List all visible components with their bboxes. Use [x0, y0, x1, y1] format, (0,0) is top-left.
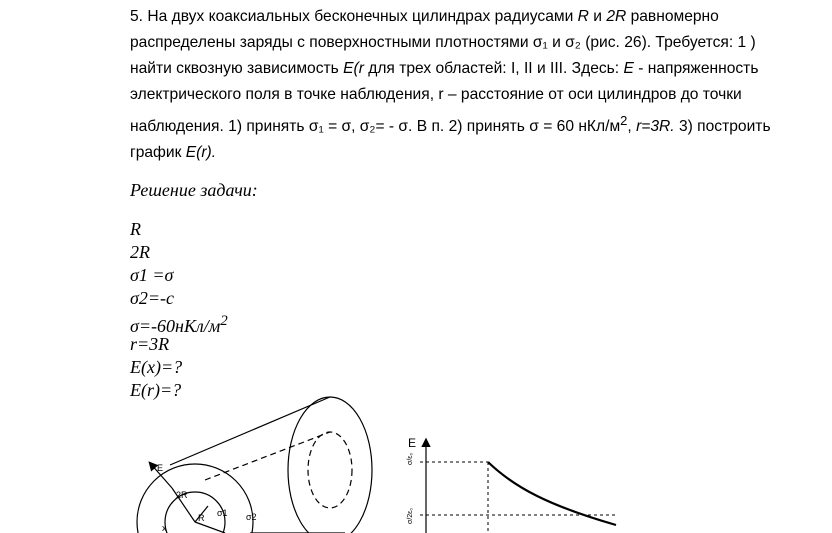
given-item: 2R: [130, 242, 150, 262]
label-x: x: [162, 523, 167, 533]
problem-text-2: равномерно распределены заряды с поверхностными плотностями σ₁ и σ₂ (рис. 26). Требуется: 1 ) найти сквозную зависимость: [130, 8, 756, 77]
given-item: E(r)=?: [130, 380, 182, 400]
tick-label-top: σ/ε₀: [407, 452, 414, 465]
tick-label-bottom: σ/2ε₀: [407, 507, 414, 524]
inner-cylinder-front: [165, 492, 225, 533]
radius-2r: 2R: [606, 8, 627, 25]
outer-cylinder-front: [137, 464, 253, 533]
given-sigma-text: σ=-60нКл/м: [130, 316, 221, 336]
graph-function: E(r).: [185, 144, 217, 162]
given-exponent: 2: [220, 313, 228, 329]
problem-text-6: 3) построить график: [130, 118, 771, 162]
label-sigma2: σ2: [246, 512, 257, 522]
graph: [407, 436, 616, 533]
given-item: E(x)=?: [130, 357, 183, 377]
exponent: 2: [620, 113, 628, 128]
graph-axis-label: E: [408, 436, 417, 450]
outer-cylinder-back: [288, 397, 372, 533]
given-item: σ2=-c: [130, 288, 175, 308]
problem-and: и: [588, 8, 607, 25]
problem-text-4: - напряженность электрического поля в точке наблюдения, r – расстояние от оси цилиндров до точки наблюдения. 1) принять σ₁ = σ, σ₂= - σ. В п. 2) принять σ = 60 нКл/м: [130, 60, 759, 136]
inner-cylinder-back: [308, 432, 352, 508]
label-2r: 2R: [176, 490, 188, 500]
given-item: r=3R: [130, 334, 170, 354]
label-sigma1: σ1: [217, 508, 228, 518]
problem-text-3: для трех областей: I, II и III. Здесь:: [363, 60, 624, 77]
field-e: E: [623, 60, 634, 77]
graph-curve: [488, 462, 616, 525]
given-item: R: [130, 219, 141, 239]
given-item: σ1 =σ: [130, 265, 174, 285]
solution-heading: Решение задачи:: [130, 180, 258, 200]
problem-text-1: 5. На двух коаксиальных бесконечных цилиндрах радиусами: [130, 8, 578, 25]
problem-text-5: ,: [627, 118, 637, 136]
radius-r: R: [577, 8, 589, 25]
x-axis-line: [195, 522, 225, 533]
cylinder-labels: [157, 463, 257, 533]
function-e-of-r: E(r: [343, 60, 364, 77]
label-e: E: [157, 463, 164, 473]
inner-cylinder-top-edge: [205, 432, 330, 480]
outer-cylinder-top-edge: [170, 397, 330, 465]
r-equals-3r: r=3R.: [636, 118, 675, 136]
label-r: R: [198, 513, 205, 523]
